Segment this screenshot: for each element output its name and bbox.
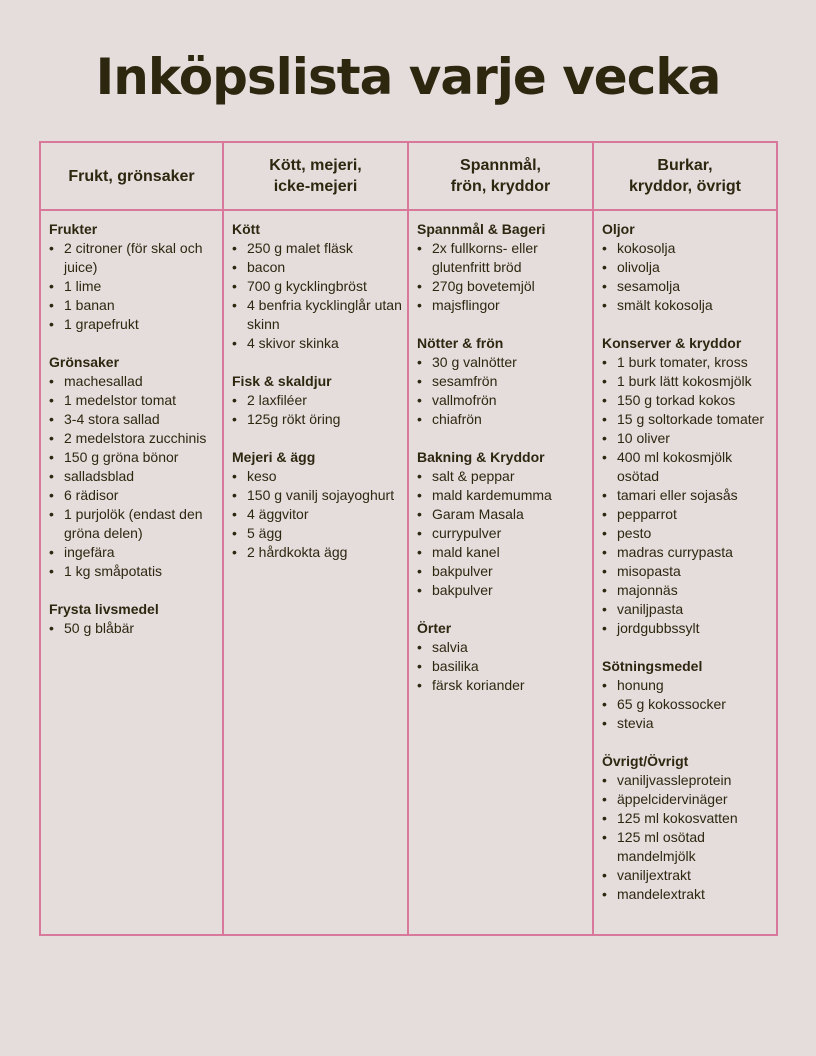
list-item: • 2 hårdkokta ägg: [232, 543, 404, 562]
section-title: Nötter & frön: [417, 335, 504, 351]
list-item: • 3-4 stora sallad: [49, 410, 219, 429]
list-item: • tamari eller sojasås: [602, 486, 772, 505]
list-item: • mald kardemumma: [417, 486, 589, 505]
page-title: Inköpslista varje vecka: [95, 48, 721, 106]
list-item: • 700 g kycklingbröst: [232, 277, 404, 296]
section-title: Frukter: [49, 221, 98, 237]
list-item: • bacon: [232, 258, 404, 277]
list-section: [232, 220, 404, 353]
list-item: • 15 g soltorkade tomater: [602, 410, 772, 429]
section-title: Övrigt/Övrigt: [602, 753, 689, 769]
list-section: [417, 334, 589, 429]
list-item: • salladsblad: [49, 467, 219, 486]
list-item: • machesallad: [49, 372, 219, 391]
list-item: • kokosolja: [602, 239, 772, 258]
column-kott: [232, 220, 404, 581]
column-divider: [407, 143, 409, 934]
list-item: • stevia: [602, 714, 772, 733]
list-item: • 1 lime: [49, 277, 219, 296]
list-item: • 5 ägg: [232, 524, 404, 543]
list-section: [602, 752, 772, 904]
list-section: [232, 372, 404, 429]
list-item: • 1 purjolök (endast den gröna delen): [49, 505, 219, 543]
list-item: • 50 g blåbär: [49, 619, 219, 638]
list-item: • 150 g gröna bönor: [49, 448, 219, 467]
list-item: • pepparrot: [602, 505, 772, 524]
list-item: • mandelextrakt: [602, 885, 772, 904]
list-item: • sesamolja: [602, 277, 772, 296]
list-section: [602, 334, 772, 638]
list-item: • färsk koriander: [417, 676, 589, 695]
list-section: [232, 448, 404, 562]
list-item: • basilika: [417, 657, 589, 676]
section-title: Kött: [232, 221, 260, 237]
list-item: • madras currypasta: [602, 543, 772, 562]
shopping-list-table: [39, 141, 778, 936]
list-item: • 2 medelstora zucchinis: [49, 429, 219, 448]
list-item: • keso: [232, 467, 404, 486]
list-section: [417, 220, 589, 315]
list-item: • 2 citroner (för skal och juice): [49, 239, 219, 277]
list-item: • 125g rökt öring: [232, 410, 404, 429]
section-title: Spannmål & Bageri: [417, 221, 546, 237]
section-title: Frysta livsmedel: [49, 601, 159, 617]
list-item: • jordgubbssylt: [602, 619, 772, 638]
column-spannmal: [417, 220, 589, 714]
list-item: • 1 kg småpotatis: [49, 562, 219, 581]
list-item: • 4 äggvitor: [232, 505, 404, 524]
list-item: • 400 ml kokosmjölk osötad: [602, 448, 772, 486]
list-item: • 150 g torkad kokos: [602, 391, 772, 410]
list-item: • 6 rädisor: [49, 486, 219, 505]
section-title: Konserver & kryddor: [602, 335, 742, 351]
list-item: • misopasta: [602, 562, 772, 581]
section-title: Mejeri & ägg: [232, 449, 316, 465]
column-divider: [592, 143, 594, 934]
list-item: • 270g bovetemjöl: [417, 277, 589, 296]
list-item: • currypulver: [417, 524, 589, 543]
section-title: Bakning & Kryddor: [417, 449, 545, 465]
list-item: • 250 g malet fläsk: [232, 239, 404, 258]
column-divider: [222, 143, 224, 934]
list-item: • 1 burk lätt kokosmjölk: [602, 372, 772, 391]
section-title: Örter: [417, 620, 452, 636]
list-item: • 1 medelstor tomat: [49, 391, 219, 410]
list-section: [49, 220, 219, 334]
list-item: • bakpulver: [417, 581, 589, 600]
list-item: • pesto: [602, 524, 772, 543]
list-item: • 65 g kokossocker: [602, 695, 772, 714]
list-item: • 1 banan: [49, 296, 219, 315]
list-item: • majsflingor: [417, 296, 589, 315]
list-item: • 4 benfria kycklinglår utan skinn: [232, 296, 404, 334]
list-item: • 30 g valnötter: [417, 353, 589, 372]
list-item: • vallmofrön: [417, 391, 589, 410]
list-section: [602, 220, 772, 315]
list-item: • 4 skivor skinka: [232, 334, 404, 353]
list-section: [417, 448, 589, 600]
list-item: • 1 burk tomater, kross: [602, 353, 772, 372]
list-item: • salt & peppar: [417, 467, 589, 486]
list-section: [49, 600, 219, 638]
list-item: • 125 ml kokosvatten: [602, 809, 772, 828]
list-item: • vaniljvassleprotein: [602, 771, 772, 790]
list-section: [49, 353, 219, 581]
list-section: [602, 657, 772, 733]
list-item: • salvia: [417, 638, 589, 657]
list-item: • honung: [602, 676, 772, 695]
list-item: • vaniljextrakt: [602, 866, 772, 885]
section-title: Oljor: [602, 221, 635, 237]
list-item: • mald kanel: [417, 543, 589, 562]
list-item: • olivolja: [602, 258, 772, 277]
list-item: • 10 oliver: [602, 429, 772, 448]
list-item: • ingefära: [49, 543, 219, 562]
section-title: Grönsaker: [49, 354, 120, 370]
column-header-frukt: Frukt, grönsaker: [68, 167, 195, 185]
section-title: Sötningsmedel: [602, 658, 703, 674]
list-item: • Garam Masala: [417, 505, 589, 524]
section-title: Fisk & skaldjur: [232, 373, 332, 389]
list-item: • 2x fullkorns- eller glutenfritt bröd: [417, 239, 589, 277]
list-item: • majonnäs: [602, 581, 772, 600]
column-frukt: [49, 220, 219, 657]
list-item: • äppelcidervinäger: [602, 790, 772, 809]
column-burkar: [602, 220, 772, 923]
list-item: • 1 grapefrukt: [49, 315, 219, 334]
list-item: • sesamfrön: [417, 372, 589, 391]
list-item: • smält kokosolja: [602, 296, 772, 315]
list-item: • vaniljpasta: [602, 600, 772, 619]
list-item: • 150 g vanilj sojayoghurt: [232, 486, 404, 505]
list-item: • bakpulver: [417, 562, 589, 581]
column-header-burkar: Burkar, kryddor, övrigt: [628, 157, 742, 195]
list-section: [417, 619, 589, 695]
list-item: • 125 ml osötad mandelmjölk: [602, 828, 772, 866]
column-header-kott: Kött, mejeri, icke-mejeri: [269, 157, 362, 195]
list-item: • chiafrön: [417, 410, 589, 429]
column-header-spannmal: Spannmål, frön, kryddor: [450, 157, 551, 195]
list-item: • 2 laxfiléer: [232, 391, 404, 410]
